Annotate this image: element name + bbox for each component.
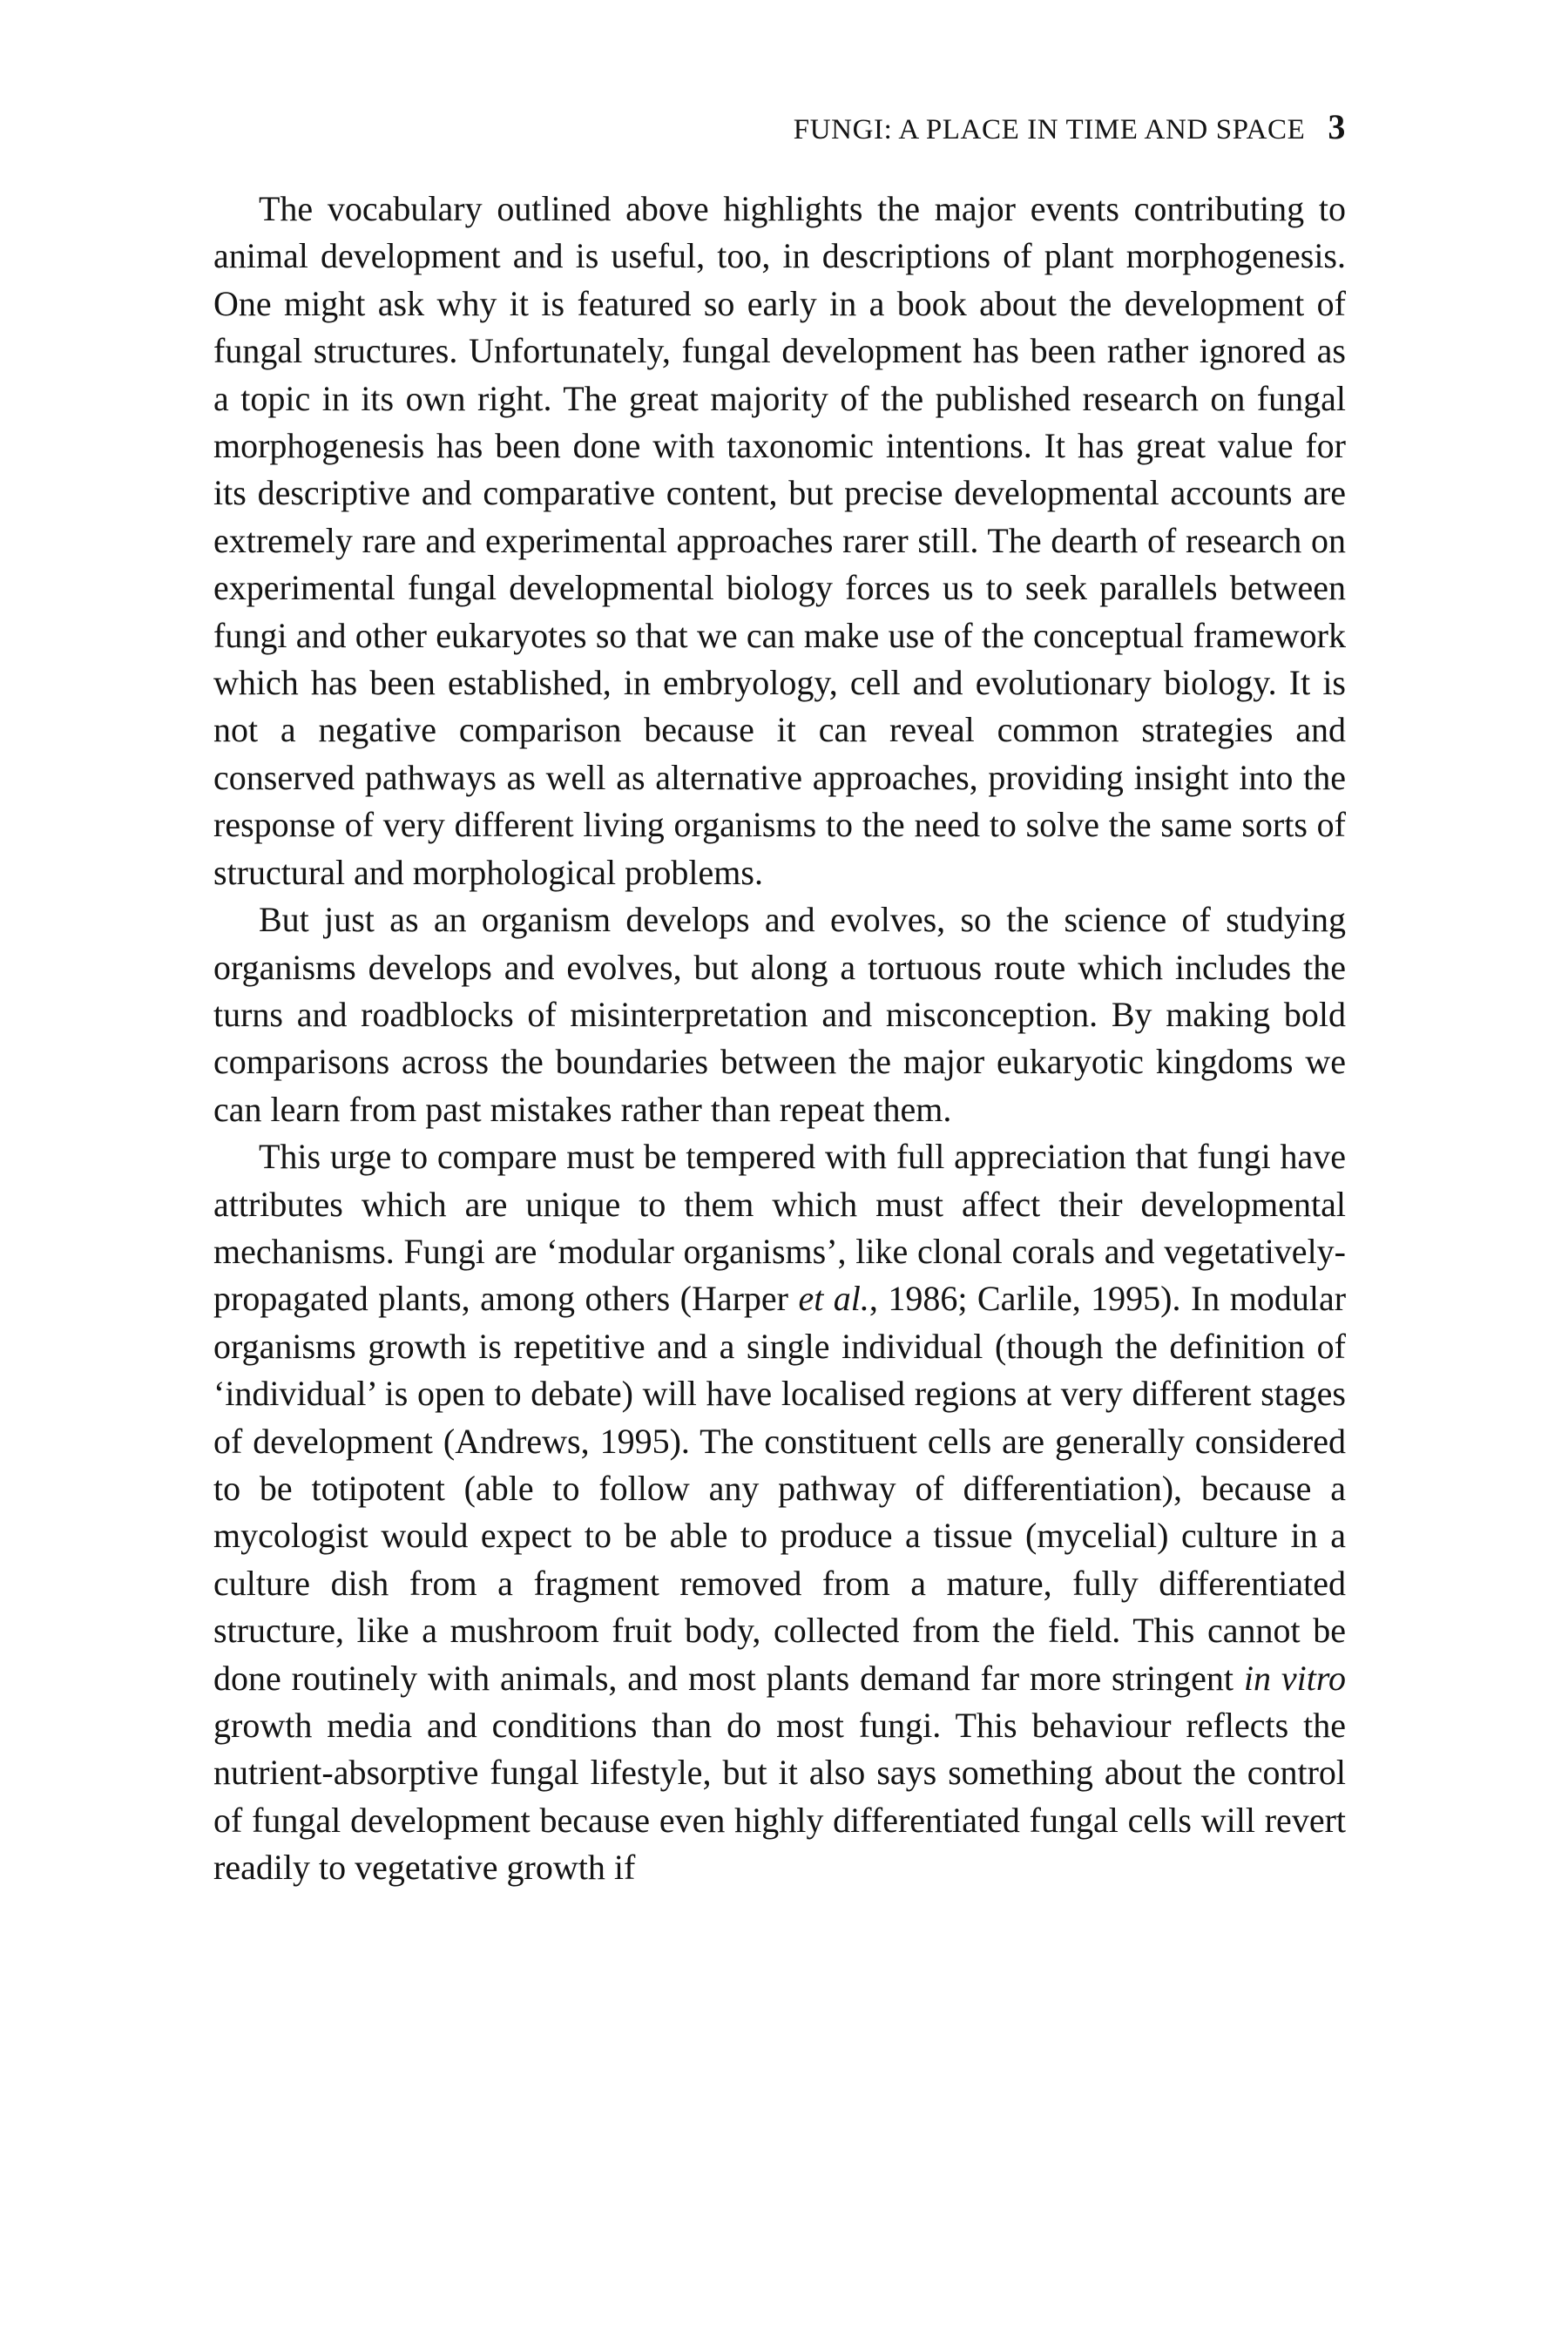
running-title: FUNGI: A PLACE IN TIME AND SPACE xyxy=(793,114,1306,145)
body-text xyxy=(213,186,1346,1892)
running-head xyxy=(213,103,1346,154)
paragraph-3-italic-in-vitro: in vitro xyxy=(1243,1658,1346,1698)
page-number: 3 xyxy=(1328,107,1346,146)
paragraph-3-text-c: growth media and conditions than do most fungi. This behaviour reflects the nutrient-absorptive fungal lifestyle, but it also says something about the control of fungal development because even highly differentiated fungal cells will revert readily to vegetative growth if xyxy=(213,1706,1346,1888)
paragraph-3-text-a: This urge to compare must be tempered with full appreciation that fungi have attributes which are unique to them which must affect their developmental mechanisms. Fungi are ‘modular organisms’, like clonal corals and vegetatively-propagated plants, among others (Harper xyxy=(213,1137,1346,1319)
paragraph-3-italic-et-al: et al. xyxy=(798,1279,869,1319)
paragraph-3 xyxy=(213,1133,1346,1892)
paragraph-1: The vocabulary outlined above highlights the major events contributing to animal development and is useful, too, in descriptions of plant morphogenesis. One might ask why it is featured so early in a book about the development of fungal structures. Unfortunately, fungal development has been rather ignored as a topic in its own right. The great majority of the published research on fungal morphogenesis has been done with taxonomic intentions. It has great value for its descriptive and comparative content, but precise developmental accounts are extremely rare and experimental approaches rarer still. The dearth of research on experimental fungal developmental biology forces us to seek parallels between fungi and other eukaryotes so that we can make use of the conceptual framework which has been established, in embryology, cell and evolutionary biology. It is not a negative comparison because it can reveal common strategies and conserved pathways as well as alternative approaches, providing insight into the response of very different living organisms to the need to solve the same sorts of structural and morphological problems. xyxy=(213,189,1346,892)
paragraph-3-text-b: , 1986; Carlile, 1995). In modular organisms growth is repetitive and a single individual (though the definition of ‘individual’ is open to debate) will have localised regions at very different stages of development (Andrews, 1995). The constituent cells are generally considered to be totipotent (able to follow any pathway of differentiation), because a mycologist would expect to be able to produce a tissue (mycelial) culture in a culture dish from a fragment removed from a mature, fully differentiated structure, like a mushroom fruit body, collected from the field. This cannot be done routinely with animals, and most plants demand far more stringent xyxy=(213,1279,1347,1698)
paragraph-2: But just as an organism develops and evolves, so the science of studying organisms develops and evolves, but along a tortuous route which includes the turns and roadblocks of misinterpretation and misconception. By making bold comparisons across the boundaries between the major eukaryotic kingdoms we can learn from past mistakes rather than repeat them. xyxy=(213,900,1346,1129)
